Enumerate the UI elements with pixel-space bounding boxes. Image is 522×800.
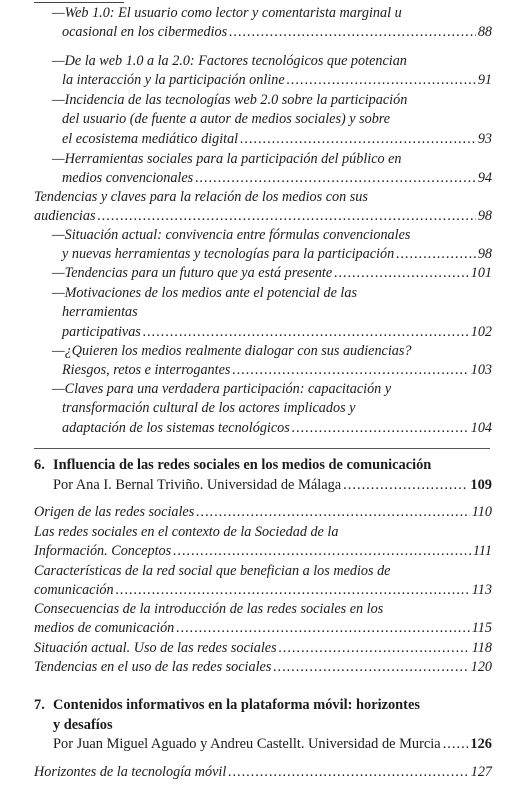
chapter-title: Contenidos informativos en la plataforma móvil: horizontes xyxy=(53,697,420,713)
leader-dots xyxy=(195,169,476,188)
entry-text: —Incidencia de las tecnologías web 2.0 sobre la participación xyxy=(52,92,408,108)
leader-dots xyxy=(443,735,469,755)
toc-entry[interactable] xyxy=(52,342,492,381)
page-number: 101 xyxy=(470,265,492,281)
toc-entry[interactable] xyxy=(52,284,492,342)
page-number: 111 xyxy=(472,543,492,560)
entry-text: del usuario (de fuente a autor de medios sociales) y sobre xyxy=(62,111,391,128)
chapter-title: y desafíos xyxy=(53,716,113,733)
page-number: 110 xyxy=(471,504,492,520)
chapter-number: 7. xyxy=(34,697,45,713)
leader-dots xyxy=(173,542,471,561)
page-number: 127 xyxy=(470,764,492,780)
page-number: 98 xyxy=(477,246,492,263)
entry-text: ocasional en los cibermedios xyxy=(62,24,228,41)
entry-text: Situación actual. Uso de las redes sociales xyxy=(34,640,277,656)
page-number: 94 xyxy=(477,170,492,187)
leader-dots xyxy=(334,264,469,283)
toc-entry[interactable] xyxy=(52,4,492,43)
entry-text: Características de la red social que benefician a los medios de xyxy=(34,563,391,579)
entry-text: Riesgos, retos e interrogantes xyxy=(62,362,231,379)
entry-text: participativas xyxy=(62,323,141,340)
chapter-heading[interactable] xyxy=(34,696,492,755)
top-rule xyxy=(34,2,124,3)
page-number: 98 xyxy=(477,208,492,225)
leader-dots xyxy=(229,23,476,42)
leader-dots xyxy=(97,207,475,226)
section-divider xyxy=(34,448,490,449)
entry-text: la interacción y la participación online xyxy=(62,72,285,89)
toc-entry[interactable] xyxy=(34,503,492,522)
entry-text: y nuevas herramientas y tecnologías para la participación xyxy=(62,246,395,263)
entry-text: adaptación de los sistemas tecnológicos xyxy=(62,419,290,436)
toc-entry[interactable] xyxy=(52,52,492,91)
page-number: 120 xyxy=(470,659,492,675)
entry-text: —Web 1.0: El usuario como lector y comentarista marginal u xyxy=(52,5,402,21)
entry-text: Consecuencias de la introducción de las redes sociales en los xyxy=(34,601,384,617)
entry-text: Horizontes de la tecnología móvil xyxy=(34,764,227,780)
entry-text: Origen de las redes sociales xyxy=(34,504,195,520)
toc-entry[interactable] xyxy=(34,658,492,677)
toc-heading[interactable] xyxy=(34,188,492,227)
leader-dots xyxy=(116,581,470,600)
chapter-number: 6. xyxy=(34,457,45,473)
leader-dots xyxy=(279,639,470,658)
leader-dots xyxy=(228,763,468,782)
toc-entry[interactable] xyxy=(34,600,492,639)
page-number: 91 xyxy=(477,72,492,89)
entry-text: medios convencionales xyxy=(62,170,194,187)
chapter-heading[interactable] xyxy=(34,456,492,495)
leader-dots xyxy=(232,361,468,380)
leader-dots xyxy=(273,658,468,677)
entry-text: —Tendencias para un futuro que ya está presente xyxy=(52,265,333,281)
leader-dots xyxy=(196,503,470,522)
entry-text: —Claves para una verdadera participación: capacitación y xyxy=(52,381,392,397)
entry-text: comunicación xyxy=(34,582,114,599)
page-number: 118 xyxy=(471,640,492,656)
page-number: 102 xyxy=(470,323,492,340)
entry-text: transformación cultural de los actores implicados y xyxy=(62,400,356,417)
entry-text: Información. Conceptos xyxy=(34,543,172,560)
chapter-title: Influencia de las redes sociales en los medios de comunicación xyxy=(53,457,432,473)
page-number: 93 xyxy=(477,130,492,147)
leader-dots xyxy=(292,419,469,438)
leader-dots xyxy=(396,245,476,264)
toc-entry[interactable] xyxy=(52,226,492,265)
entry-text: el ecosistema mediático digital xyxy=(62,130,239,147)
entry-text: —Situación actual: convivencia entre fórmulas convencionales xyxy=(52,227,411,243)
entry-text: Las redes sociales en el contexto de la Sociedad de la xyxy=(34,524,339,540)
entry-text: —¿Quieren los medios realmente dialogar con sus audiencias? xyxy=(52,343,412,359)
entry-text: Tendencias en el uso de las redes sociales xyxy=(34,659,272,675)
toc-entry[interactable] xyxy=(52,264,492,283)
leader-dots xyxy=(143,323,469,342)
leader-dots xyxy=(240,130,476,149)
entry-text: —Herramientas sociales para la participación del público en xyxy=(52,151,402,167)
entry-text: Tendencias y claves para la relación de los medios con sus xyxy=(34,189,368,205)
page-number: 88 xyxy=(477,24,492,41)
entry-text: —Motivaciones de los medios ante el potencial de las xyxy=(52,285,357,301)
toc-entry[interactable] xyxy=(34,763,492,782)
leader-dots xyxy=(343,476,468,496)
chapter-author: Por Ana I. Bernal Triviño. Universidad de Málaga xyxy=(53,476,342,493)
toc-entry[interactable] xyxy=(34,523,492,562)
page-number: 126 xyxy=(470,736,492,753)
entry-text: medios de comunicación xyxy=(34,620,175,637)
toc-entry[interactable] xyxy=(52,150,492,189)
toc-entry[interactable] xyxy=(52,380,492,438)
page-number: 104 xyxy=(470,419,492,436)
page-number: 109 xyxy=(470,476,492,493)
toc-entry[interactable] xyxy=(52,91,492,149)
entry-text: —De la web 1.0 a la 2.0: Factores tecnológicos que potencian xyxy=(52,53,407,69)
toc-entry[interactable] xyxy=(34,639,492,658)
toc-entry[interactable] xyxy=(34,562,492,601)
leader-dots xyxy=(176,619,470,638)
page-number: 103 xyxy=(470,362,492,379)
chapter-author: Por Juan Miguel Aguado y Andreu Castellt. Universidad de Murcia xyxy=(53,736,441,753)
page-number: 113 xyxy=(471,582,492,599)
leader-dots xyxy=(287,71,476,90)
page-number: 115 xyxy=(471,620,492,637)
entry-text: audiencias xyxy=(34,208,96,225)
entry-text: herramientas xyxy=(62,304,138,321)
